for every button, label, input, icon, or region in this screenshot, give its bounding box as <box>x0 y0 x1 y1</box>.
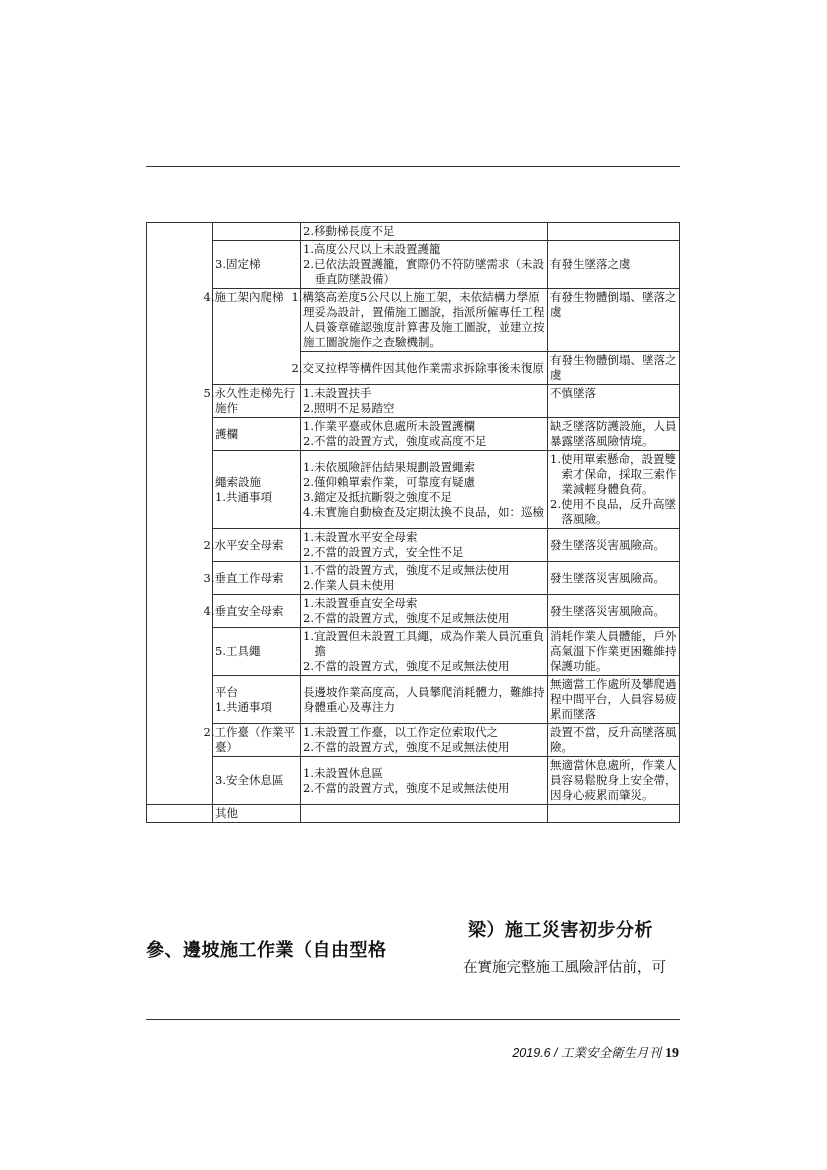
risk-cell: 消耗作業人員體能，戶外高氣溫下作業更困難維持保護功能。 <box>548 628 680 676</box>
table-row <box>147 451 680 529</box>
risk-cell: 1.使用單索懸命，設置雙索才保命，採取三索作業減輕身體負荷。 2.使用不良品，反升高墜落風險。 <box>548 451 680 529</box>
hazard-table <box>146 222 680 823</box>
item-cell: 2.水平安全母索 <box>213 529 301 562</box>
hazard-cell: 2.交叉拉桿等構件因其他作業需求拆除事後未復原 <box>301 352 548 385</box>
item-cell: 3.安全休息區 <box>213 757 301 805</box>
table-row <box>147 757 680 805</box>
hazard-cell: 1.不當的設置方式，強度不足或無法使用 2.作業人員未使用 <box>301 562 548 595</box>
item-cell: 4.垂直安全母索 <box>213 595 301 628</box>
top-rule <box>146 166 680 167</box>
hazard-cell: 1.未依風險評估結果規劃設置繩索 2.僅仰賴單索作業，可靠度有疑慮 3.錨定及抵抗斷裂之強度不足 4.未實施自動檢查及定期汰換不良品，如：巡檢 <box>301 451 548 529</box>
hazard-cell: 1.未設置工作臺，以工作定位索取代之 2.不當的設置方式，強度不足或無法使用 <box>301 724 548 757</box>
item-cell: 3.垂直工作母索 <box>213 562 301 595</box>
hazard-cell: 長邊坡作業高度高，人員攀爬消耗體力，難維持身體重心及專注力 <box>301 676 548 724</box>
page-number: 19 <box>665 1046 679 1061</box>
item-cell: 5.永久性走梯先行施作 <box>213 385 301 418</box>
section-heading-left: 參、邊坡施工作業（自由型格 <box>146 940 387 961</box>
risk-cell: 發生墜落災害風險高。 <box>548 562 680 595</box>
table-row <box>147 529 680 562</box>
hazard-cell: 1.高度公尺以上未設置護籠 2.已依法設置護籠，實際仍不符防墜需求（未設垂直防墜設備） <box>301 241 548 289</box>
risk-cell: 有發生墜落之虞 <box>548 241 680 289</box>
item-cell: 護欄 <box>213 418 301 451</box>
hazard-cell: 1.未設置垂直安全母索 2.不當的設置方式，強度不足或無法使用 <box>301 595 548 628</box>
item-cell: 2.工作臺（作業平臺） <box>213 724 301 757</box>
risk-cell: 無適當工作處所及攀爬過程中間平台，人員容易疲累而墜落 <box>548 676 680 724</box>
table-row <box>147 595 680 628</box>
risk-cell: 缺乏墜落防護設施，人員暴露墜落風險情境。 <box>548 418 680 451</box>
item-cell: 平台 1.共通事項 <box>213 676 301 724</box>
hazard-cell: 1.作業平臺或休息處所未設置護欄 2.不當的設置方式，強度或高度不足 <box>301 418 548 451</box>
table-row <box>147 562 680 595</box>
risk-cell: 設置不當，反升高墜落風險。 <box>548 724 680 757</box>
page-footer <box>512 1043 679 1062</box>
risk-cell: 有發生物體倒塌、墜落之虞 <box>548 352 680 385</box>
item-cell: 4.施工架內爬梯 <box>213 289 301 385</box>
item-cell: 3.固定梯 <box>213 241 301 289</box>
hazard-cell: 1.宜設置但未設置工具繩，成為作業人員沉重負擔 2.不當的設置方式，強度不足或無法使用 <box>301 628 548 676</box>
risk-cell: 發生墜落災害風險高。 <box>548 595 680 628</box>
risk-cell: 發生墜落災害風險高。 <box>548 529 680 562</box>
item-cell: 繩索設施 1.共通事項 <box>213 451 301 529</box>
table-row <box>147 628 680 676</box>
bottom-rule <box>146 1019 680 1020</box>
category-cell <box>147 223 213 805</box>
hazard-cell: 1.未設置水平安全母索 2.不當的設置方式，安全性不足 <box>301 529 548 562</box>
risk-cell: 無適當休息處所，作業人員容易鬆脫身上安全帶，因身心疲累而肇災。 <box>548 757 680 805</box>
hazard-cell: 1.未設置扶手 2.照明不足易踏空 <box>301 385 548 418</box>
table-row <box>147 289 680 352</box>
risk-cell: 有發生物體倒塌、墜落之虞 <box>548 289 680 352</box>
table-row <box>147 241 680 289</box>
footer-issue: 2019.6 / 工業安全衛生月刊 <box>512 1046 661 1060</box>
risk-cell: 不慎墜落 <box>548 385 680 418</box>
table-row <box>147 223 680 241</box>
item-cell: 其他 <box>213 805 301 823</box>
body-paragraph: 在實施完整施工風險評估前，可 <box>463 960 666 976</box>
hazard-cell: 1.構築高差度5公尺以上施工架，未依結構力學原理妥為設計，置備施工圖說，指派所僱專任工程人員簽章確認強度計算書及施工圖說，並建立按施工圖說施作之查驗機制。 <box>301 289 548 352</box>
table-row <box>147 805 680 823</box>
table-row <box>147 418 680 451</box>
item-cell: 5.工具繩 <box>213 628 301 676</box>
table-row <box>147 385 680 418</box>
section-heading-right: 梁）施工災害初步分析 <box>468 920 653 941</box>
table-row <box>147 724 680 757</box>
hazard-cell: 2.移動梯長度不足 <box>301 223 548 241</box>
table-row <box>147 676 680 724</box>
hazard-cell: 1.未設置休息區 2.不當的設置方式，強度不足或無法使用 <box>301 757 548 805</box>
